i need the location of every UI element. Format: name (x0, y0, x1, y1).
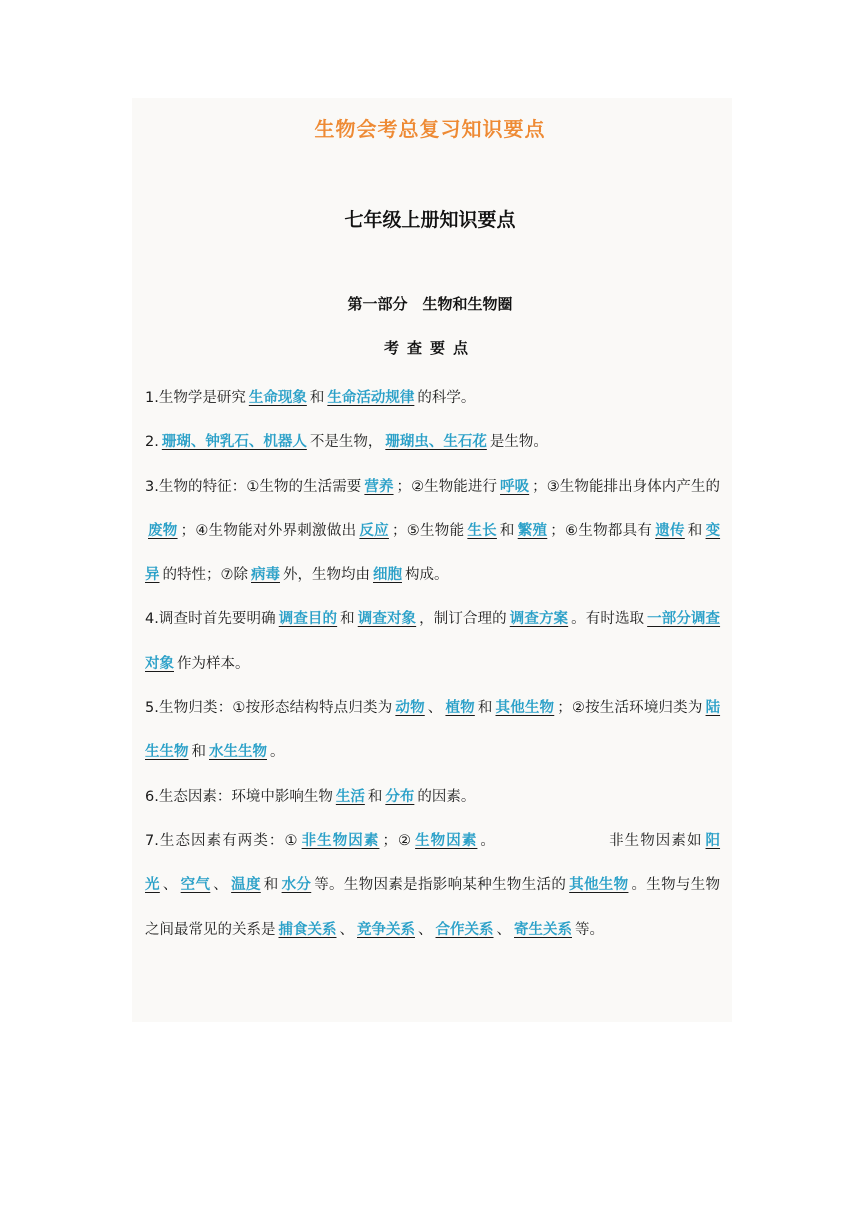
item-text: 和 (263, 877, 279, 894)
item-text: 作为样本。 (177, 655, 250, 672)
item-text: 1.生物学是研究 (145, 390, 246, 406)
answer-blank: 珊瑚、钟乳石、机器人 (161, 434, 307, 451)
answer-blank: 温度 (231, 877, 261, 894)
answer-blank: 生长 (467, 522, 497, 539)
knowledge-points (145, 376, 720, 952)
item-text: 7.生态因素有两类：① (145, 832, 299, 849)
item-text: ，制订合理的 (419, 611, 507, 628)
item-text: 4.调查时首先要明确 (145, 611, 276, 628)
item-text: ；③生物能排出身体内产生的 (532, 478, 721, 495)
answer-blank: 水生生物 (209, 744, 267, 761)
item-text: ；②按生活环境归类为 (557, 700, 703, 717)
answer-blank: 生物因素 (415, 832, 478, 849)
answer-blank: 反应 (359, 522, 389, 539)
item-text: 2. (145, 434, 159, 451)
answer-blank: 阳光 (145, 832, 721, 894)
item-text: 和 (477, 700, 493, 717)
item-text: ；④生物能对外界刺激做出 (180, 522, 357, 539)
answer-blank: 珊瑚虫、生石花 (385, 434, 487, 451)
answer-blank: 水分 (281, 877, 312, 894)
item-text: 的因素。 (417, 788, 476, 805)
part-heading: 第一部分 生物和生物圈 (347, 295, 513, 313)
item-text: 是生物。 (489, 434, 548, 451)
answer-blank: 调查方案 (509, 611, 569, 628)
points-heading: 考查要点 (383, 339, 476, 357)
item-text: 、 (496, 921, 511, 938)
answer-blank: 调查目的 (278, 611, 338, 628)
item-text: 。生物与生物之间最常见的关系是 (145, 877, 721, 938)
answer-blank: 捕食关系 (278, 921, 337, 938)
answer-blank: 营养 (364, 478, 394, 495)
answer-blank: 一部分调查对象 (145, 611, 721, 672)
answer-blank: 病毒 (251, 567, 280, 584)
item-text: 和 (309, 390, 325, 406)
answer-blank: 细胞 (373, 567, 402, 584)
item-text: 构成。 (405, 567, 449, 584)
answer-blank: 调查对象 (357, 611, 417, 628)
answer-blank: 植物 (445, 700, 475, 717)
document-title: 生物会考总复习知识要点 (314, 117, 546, 141)
item-5 (145, 686, 720, 775)
item-text: 非生物因素如 (608, 832, 703, 849)
item-text: 和 (191, 744, 206, 761)
item-text: 、 (427, 700, 443, 717)
item-text: ；②生物能进行 (396, 478, 498, 495)
item-text: 的特性；⑦除 (162, 567, 248, 584)
item-3 (145, 465, 720, 598)
item-2 (145, 420, 720, 464)
answer-blank: 空气 (180, 877, 211, 894)
answer-blank: 陆生生物 (145, 700, 721, 761)
item-text: 和 (499, 522, 515, 539)
answer-blank: 动物 (395, 700, 425, 717)
answer-blank: 遗传 (655, 522, 685, 539)
item-text: ；⑥生物都具有 (550, 522, 653, 539)
item-text: 等。 (575, 921, 604, 938)
answer-blank: 生活 (335, 788, 365, 805)
answer-blank: 呼吸 (500, 478, 530, 495)
answer-blank: 生命现象 (248, 390, 307, 406)
item-text: 5.生物归类：①按形态结构特点归类为 (145, 700, 393, 717)
item-text: 、 (339, 921, 354, 938)
item-text: 、 (213, 877, 229, 894)
item-text: 和 (367, 788, 383, 805)
answer-blank: 废物 (148, 522, 178, 539)
item-6 (145, 775, 720, 819)
item-text: 、 (162, 877, 178, 894)
item-text: 和 (340, 611, 355, 628)
item-text: 。 (480, 832, 496, 849)
item-4 (145, 597, 720, 686)
answer-blank: 寄生关系 (514, 921, 572, 938)
item-text: ；② (382, 832, 413, 849)
item-text: 3.生物的特征：①生物的生活需要 (145, 478, 362, 495)
item-text: 外，生物均由 (283, 567, 370, 584)
answer-blank: 其他生物 (495, 700, 555, 717)
item-text: 的科学。 (417, 390, 476, 406)
answer-blank: 生命活动规律 (327, 390, 415, 406)
item-text: ；⑤生物能 (391, 522, 465, 539)
answer-blank: 竞争关系 (357, 921, 415, 938)
item-text: 。有时选取 (571, 611, 645, 628)
answer-blank: 分布 (385, 788, 415, 805)
answer-blank: 繁殖 (517, 522, 548, 539)
answer-blank: 非生物因素 (301, 832, 380, 849)
item-text: 、 (418, 921, 433, 938)
item-text: 和 (687, 522, 703, 539)
item-7 (145, 819, 720, 952)
item-text: 6.生态因素：环境中影响生物 (145, 788, 333, 805)
item-text: 。 (270, 744, 285, 761)
item-text: 等。生物因素是指影响某种生物生活的 (314, 877, 567, 894)
answer-blank: 变异 (145, 522, 721, 584)
grade-heading: 七年级上册知识要点 (344, 209, 516, 231)
answer-blank: 其他生物 (569, 877, 629, 894)
item-text: 不是生物， (309, 434, 383, 451)
item-1 (145, 376, 720, 420)
answer-blank: 合作关系 (435, 921, 494, 938)
